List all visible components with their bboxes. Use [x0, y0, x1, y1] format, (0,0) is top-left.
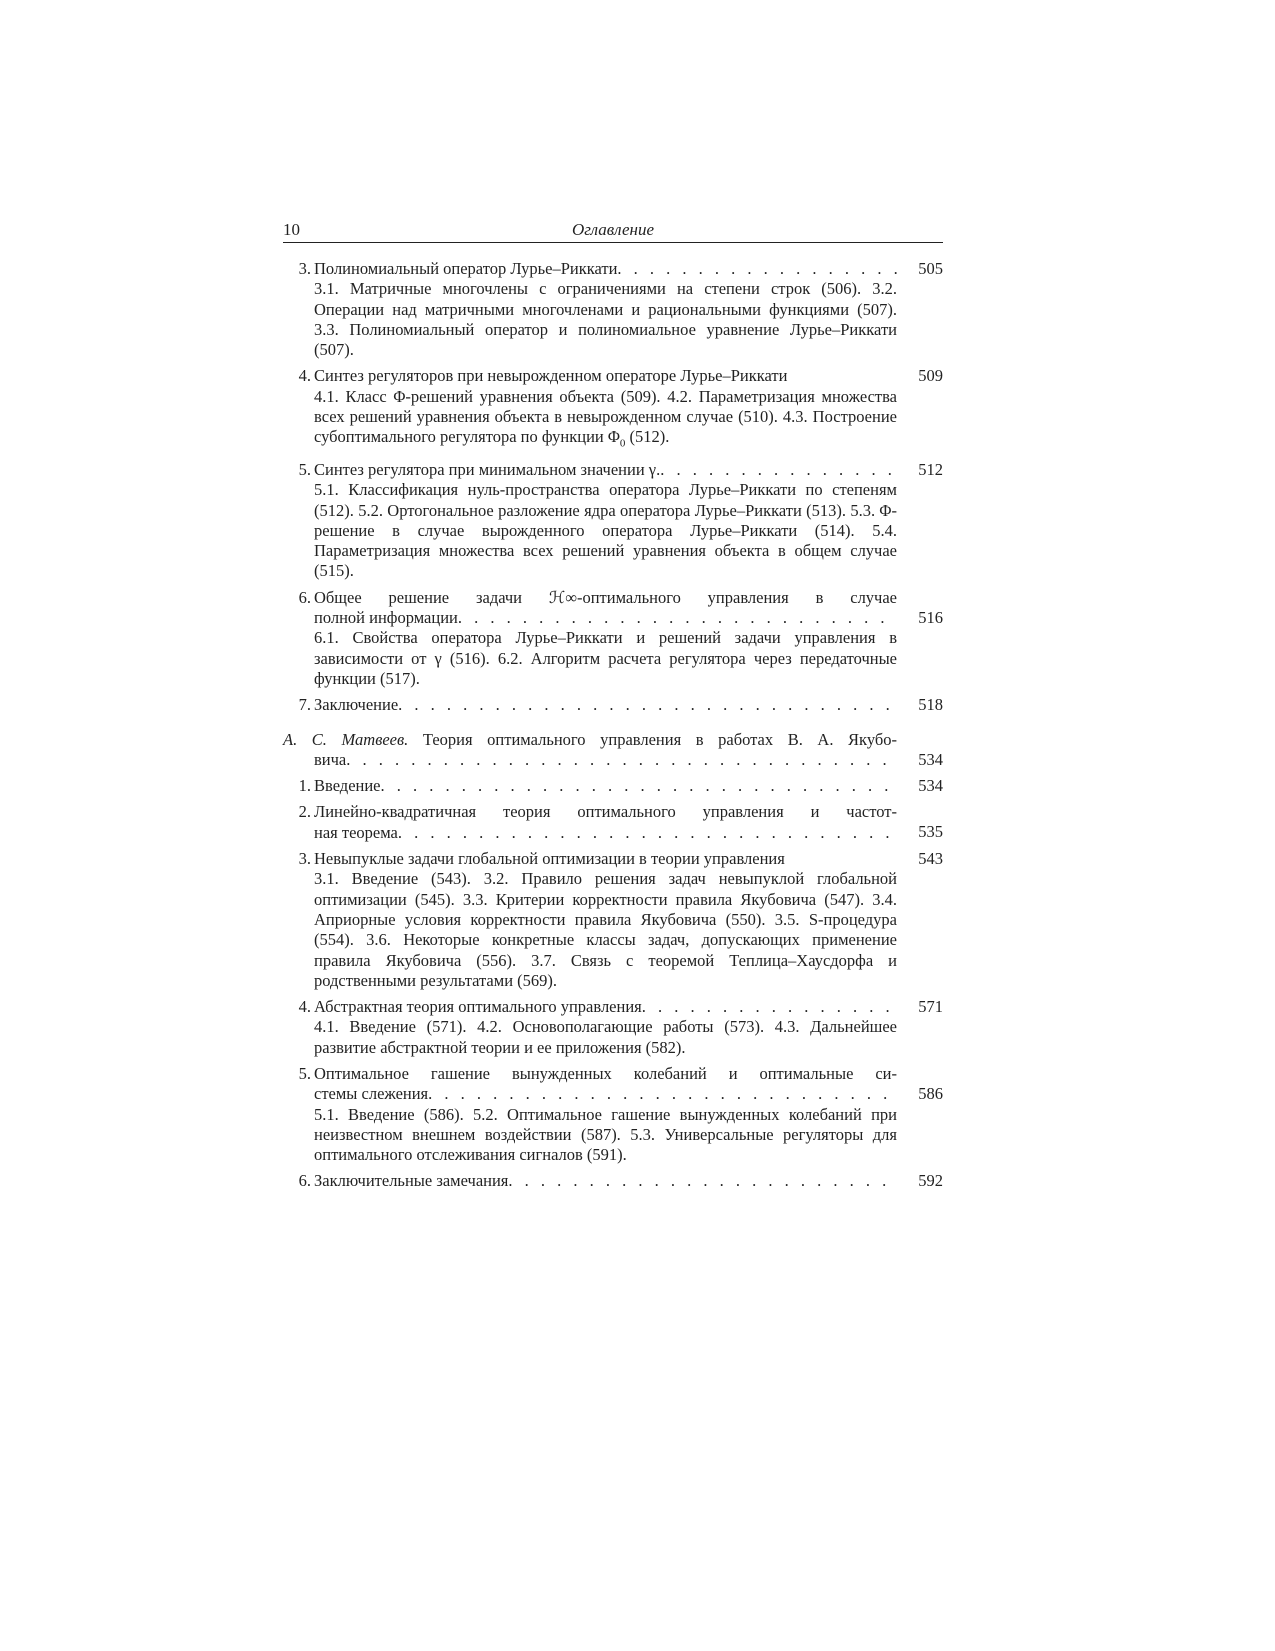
entry-title-line1: Теория оптимального управления в работах В. А. Якубо- [422, 729, 898, 749]
entry-number: 3. [298, 259, 311, 278]
entry-page: 518 [918, 695, 943, 715]
entry-title-line1: Оптимальное гашение вынужденных колебаний и оптимальные си- [314, 1063, 897, 1083]
entry-title-line2: стемы слежения [314, 1084, 429, 1104]
toc-entry [283, 849, 943, 991]
entry-number: 1. [298, 776, 311, 796]
entry-number: 2. [298, 802, 311, 822]
entry-number: 4. [298, 366, 311, 386]
entry-number: 3. [298, 849, 311, 869]
entry-page: 509 [918, 366, 943, 386]
page-number: 10 [283, 220, 300, 239]
toc-entry [283, 997, 943, 1058]
entry-title: Заключительные замечания [314, 1171, 509, 1191]
document-page [283, 220, 943, 1198]
entry-title-line1: Линейно-квадратичная теория оптимального управления и частот- [314, 802, 897, 822]
entry-title-line2: полной информации [314, 608, 458, 628]
toc-entry [283, 802, 943, 843]
entry-number: 6. [298, 587, 311, 607]
entry-page: 592 [918, 1171, 943, 1191]
entry-number: 5. [298, 1063, 311, 1083]
table-of-contents [283, 259, 943, 1192]
running-header [283, 220, 943, 243]
running-title: Оглавление [571, 220, 655, 239]
entry-page: 571 [918, 997, 943, 1017]
entry-title-line2: ная теорема [314, 822, 398, 842]
entry-title: Введение [314, 776, 381, 796]
entry-page: 535 [918, 822, 943, 842]
entry-page: 516 [918, 607, 943, 627]
entry-subsections: 6.1. Свойства оператора Лурье–Риккати и решений задачи управления в зависимости от γ (516). 6.2. Алгоритм расчета регулятора через передаточные функции (517). [314, 628, 897, 688]
toc-entry [283, 695, 943, 715]
entry-subsections: 3.1. Введение (543). 3.2. Правило решения задач невыпуклой глобальной оптимизации (545). 3.3. Критерии корректности правила Якубовича (547). 3.4. Априорные условия корректности правила Якубовича (550). 3.5. S-процедура (554). 3.6. Некоторые конкретные классы задач, допускающих применение правила Якубовича (556). 3.7. Связь с теоремой Теплица–Хаусдорфа и родственными результатами (569). [314, 869, 897, 990]
toc-entry [283, 460, 943, 582]
entry-title: Синтез регуляторов при невырожденном операторе Лурье–Риккати [314, 366, 788, 386]
entry-title: Абстрактная теория оптимального управления [314, 997, 642, 1017]
entry-page: 586 [918, 1083, 943, 1103]
entry-page: 543 [918, 849, 943, 869]
entry-subsections: 4.1. Введение (571). 4.2. Основополагающие работы (573). 4.3. Дальнейшее развитие абстрактной теории и ее приложения (582). [314, 1017, 897, 1057]
entry-title: Синтез регулятора при минимальном значении γ. [314, 459, 661, 479]
toc-entry [283, 259, 943, 360]
entry-page: 534 [918, 776, 943, 796]
entry-page: 505 [918, 259, 943, 278]
toc-entry [283, 366, 943, 453]
toc-author-entry [283, 730, 943, 771]
entry-page: 512 [918, 459, 943, 479]
entry-number: 6. [298, 1171, 311, 1191]
toc-entry [283, 1064, 943, 1165]
entry-number: 7. [298, 695, 311, 715]
entry-title: Полиномиальный оператор Лурье–Риккати [314, 259, 618, 278]
entry-number: 4. [298, 997, 311, 1017]
toc-entry [283, 588, 943, 689]
toc-entry [283, 776, 943, 796]
entry-number: 5. [298, 459, 311, 479]
entry-subsections: 5.1. Классификация нуль-пространства оператора Лурье–Риккати по степеням (512). 5.2. Ортогональное разложение ядра оператора Лурье–Риккати (513). 5.3. Φ-решение в случае вырожденного оператора Лурье–Риккати (514). 5.4. Параметризация множества всех решений уравнения объекта в общем случае (515). [314, 480, 897, 581]
entry-title-line1: Общее решение задачи ℋ∞-оптимального управления в случае [314, 587, 897, 607]
entry-title: Заключение [314, 695, 399, 715]
entry-title: Невыпуклые задачи глобальной оптимизации в теории управления [314, 849, 785, 869]
entry-title-line2: вича [314, 749, 347, 769]
entry-subsections: 4.1. Класс Φ-решений уравнения объекта (509). 4.2. Параметризация множества всех решений уравнения объекта в невырожденном случае (510). 4.3. Построение субоптимального регулятора по функции $\Phi_0$ (512). [314, 386, 897, 450]
toc-entry [283, 1171, 943, 1191]
author-name: А. С. Матвеев. [283, 729, 409, 749]
entry-subsections: 3.1. Матричные многочлены с ограничениями на степени строк (506). 3.2. Операции над матричными многочленами и рациональными функциями (507). 3.3. Полиномиальный оператор и полиномиальное уравнение Лурье–Риккати (507). [314, 279, 897, 360]
entry-page: 534 [918, 749, 943, 769]
entry-subsections: 5.1. Введение (586). 5.2. Оптимальное гашение вынужденных колебаний при неизвестном внешнем воздействии (587). 5.3. Универсальные регуляторы для оптимального отслеживания сигналов (591). [314, 1104, 897, 1165]
